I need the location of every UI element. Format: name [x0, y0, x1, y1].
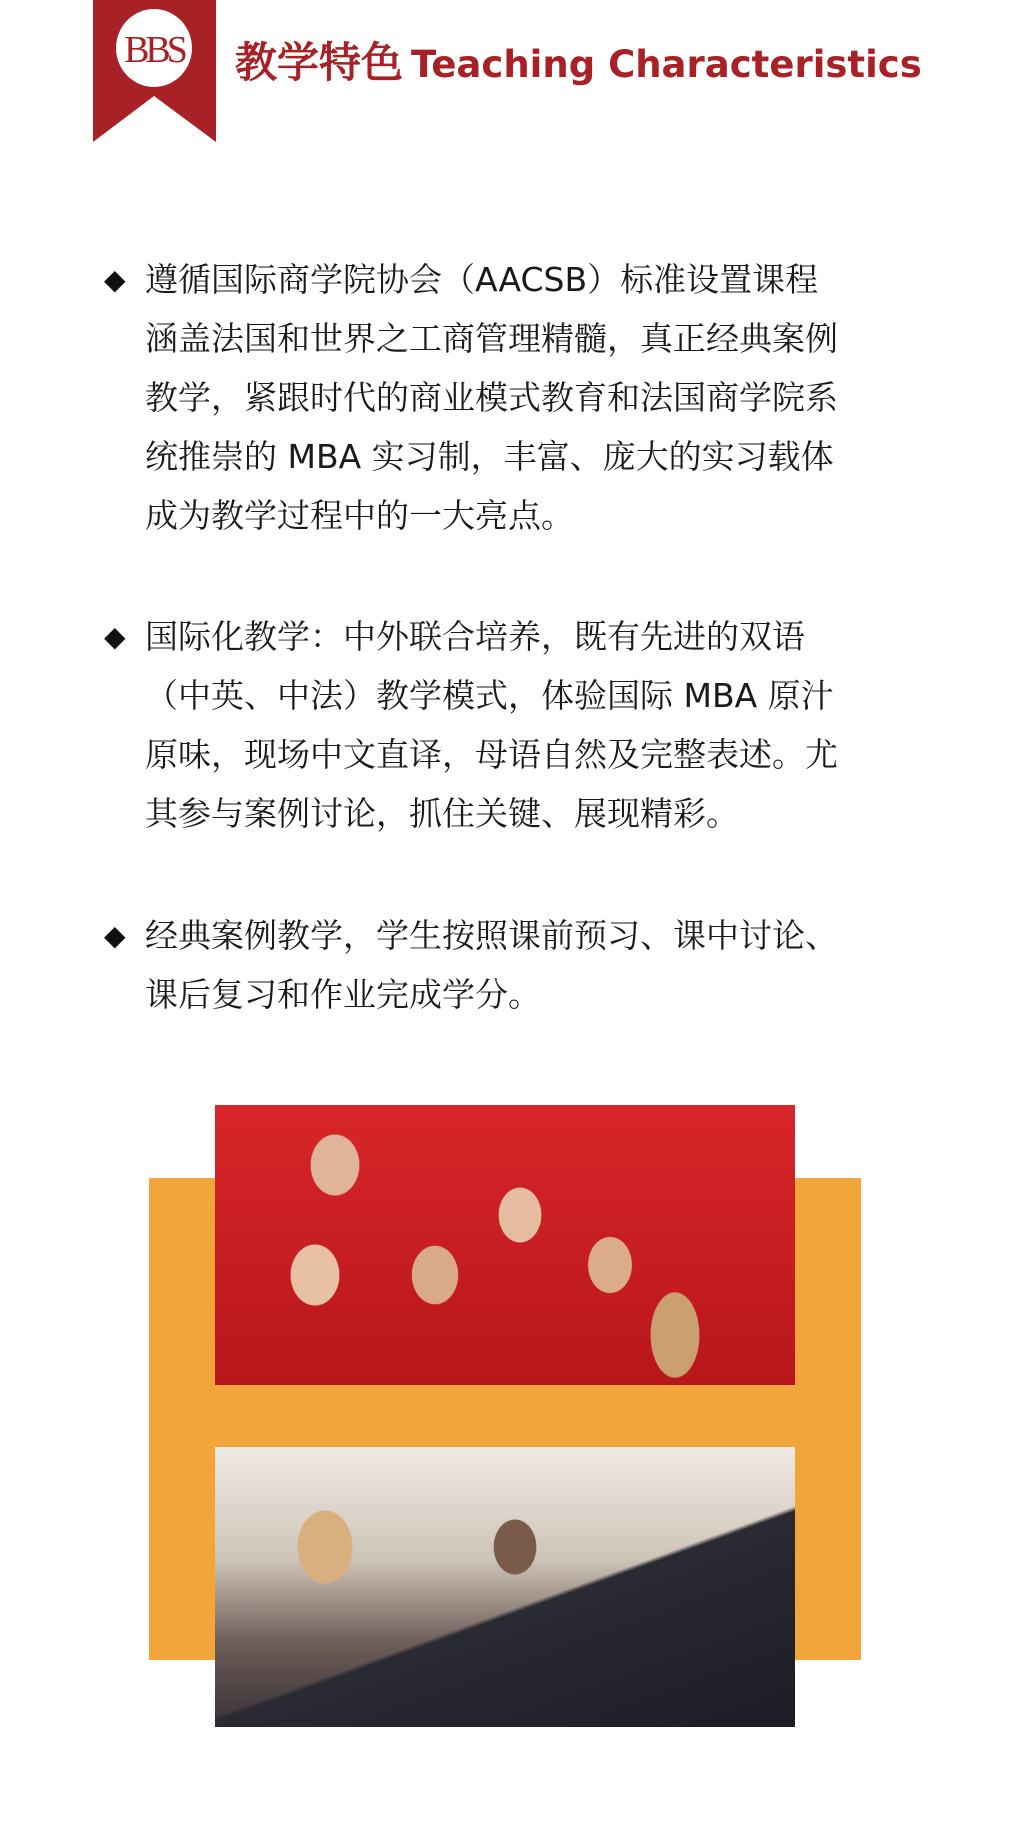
title-cn: 教学特色	[235, 38, 404, 87]
diamond-bullet-icon: ◆	[104, 620, 126, 653]
title-en: Teaching Characteristics	[411, 43, 922, 86]
text-line: 遵循国际商学院协会（AACSB）标准设置课程	[145, 260, 819, 299]
page-title	[235, 30, 922, 90]
photo-students-auditorium	[215, 1105, 795, 1385]
paragraph-aacsb	[104, 250, 904, 545]
text-line: 原味，现场中文直译，母语自然及完整表述。尤	[145, 735, 838, 774]
text-line: 教学，紧跟时代的商业模式教育和法国商学院系	[145, 378, 838, 417]
text-line: 国际化教学：中外联合培养，既有先进的双语	[145, 617, 805, 656]
text-line: 成为教学过程中的一大亮点。	[145, 496, 574, 535]
diamond-bullet-icon: ◆	[104, 919, 126, 952]
diamond-bullet-icon: ◆	[104, 263, 126, 296]
text-line: 课后复习和作业完成学分。	[145, 975, 541, 1014]
text-line: （中英、中法）教学模式，体验国际 MBA 原汁	[145, 676, 834, 715]
paragraph-international	[104, 607, 904, 843]
paragraph-case-teaching	[104, 906, 904, 1024]
text-line: 经典案例教学，学生按照课前预习、课中讨论、	[145, 916, 838, 955]
bbs-logo-banner	[93, 0, 216, 142]
text-line: 统推崇的 MBA 实习制，丰富、庞大的实习载体	[145, 437, 834, 476]
svg-text:BBS: BBS	[124, 29, 184, 71]
text-line: 其参与案例讨论，抓住关键、展现精彩。	[145, 794, 739, 833]
photo-students-laptops	[215, 1447, 795, 1727]
text-line: 涵盖法国和世界之工商管理精髓，真正经典案例	[145, 319, 838, 358]
